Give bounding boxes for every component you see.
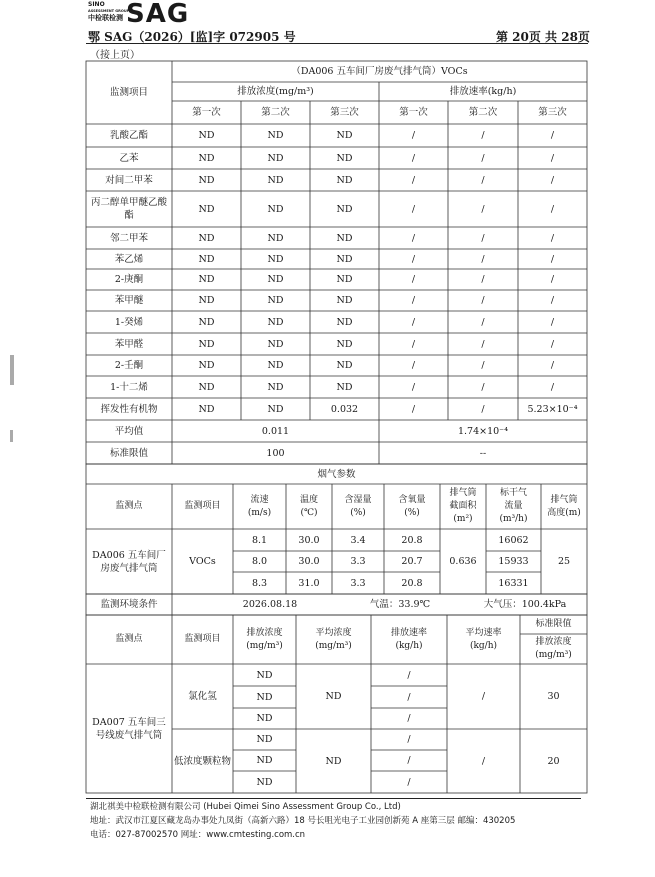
- t2-rate: /: [407, 669, 411, 681]
- flue-header: 监测项目: [184, 501, 221, 511]
- t2-avg-rate: /: [481, 691, 486, 702]
- row-value: ND: [198, 232, 215, 244]
- row-value: ND: [336, 130, 353, 141]
- flue-header: 监测点: [115, 501, 143, 511]
- row-compound-name: 2-庚酮: [114, 274, 144, 285]
- flue-point: DA006 五车间厂房废气排气筒: [92, 549, 166, 574]
- limit-conc: 100: [266, 447, 285, 459]
- row-value: /: [481, 338, 485, 350]
- t2-limit: 20: [547, 755, 560, 767]
- row-value: ND: [198, 174, 215, 186]
- scan-mark: [10, 355, 14, 385]
- row-value: ND: [267, 403, 284, 415]
- t2-avg-rate: /: [481, 755, 486, 767]
- continued-label: （接上页）: [90, 50, 140, 61]
- t2-header: 平均浓度 (mg/m³): [315, 627, 352, 651]
- row-value: ND: [198, 381, 215, 393]
- flue-height: 25: [557, 556, 571, 567]
- flue-value: 8.1: [251, 534, 268, 546]
- flue-header: 含湿量 (%): [344, 494, 372, 518]
- row-compound-name: 苯乙烯: [114, 253, 144, 265]
- t2-rate: /: [407, 691, 411, 703]
- limit-label: 标准限值: [109, 447, 148, 459]
- row-value: ND: [267, 174, 284, 186]
- row-compound-name: 苯甲醛: [114, 338, 144, 350]
- row-value: /: [411, 253, 416, 265]
- row-value: ND: [198, 403, 215, 415]
- row-value: ND: [267, 316, 284, 328]
- t2-header-limit-conc: 排放浓度 (mg/m³): [535, 637, 572, 660]
- flue-title: 烟气参数: [317, 468, 356, 480]
- row-value: ND: [336, 316, 353, 328]
- row-value: /: [411, 203, 416, 215]
- row-compound-name: 乙苯: [119, 152, 139, 164]
- flue-value: 3.4: [350, 534, 366, 546]
- row-value: /: [550, 152, 555, 164]
- row-value: ND: [267, 130, 284, 141]
- company-logo: [88, 2, 198, 28]
- logo-sino: SINO: [88, 1, 105, 8]
- row-value: /: [481, 174, 485, 186]
- row-value: /: [481, 381, 485, 393]
- row-value: /: [411, 295, 416, 306]
- row-value: ND: [198, 316, 215, 328]
- table1-title: （DA006 五车间厂房废气排气筒）VOCs: [291, 66, 468, 77]
- t2-header: 排放浓度 (mg/m³): [246, 627, 283, 651]
- flue-item: VOCs: [189, 556, 216, 567]
- flue-header: 标干气 流量 (m³/h): [499, 488, 528, 524]
- t2-conc: ND: [256, 755, 273, 766]
- flue-value: 8.0: [251, 556, 268, 567]
- header-divider: [86, 43, 588, 44]
- t2-limit: 30: [547, 691, 560, 702]
- row-value: /: [481, 253, 485, 265]
- t2-avg: ND: [325, 691, 342, 702]
- run-header: 第二次: [468, 107, 498, 118]
- flue-value: 20.7: [401, 556, 423, 567]
- t2-header-limit: 标准限值: [535, 619, 572, 629]
- avg-rate: 1.74×10⁻⁴: [457, 425, 509, 437]
- flue-header: 含氧量 (%): [398, 494, 426, 518]
- avg-label: 平均值: [114, 425, 144, 437]
- row-value: ND: [267, 253, 284, 265]
- row-value: /: [550, 130, 555, 141]
- t2-conc: ND: [256, 713, 273, 724]
- t2-rate: /: [407, 776, 411, 788]
- row-value: ND: [198, 130, 215, 141]
- logo-small-text: [88, 2, 129, 21]
- logo-sag: SAG: [126, 0, 190, 29]
- row-value: /: [411, 381, 416, 393]
- col-rate: 排放速率(kg/h): [449, 86, 517, 97]
- row-value: ND: [198, 274, 215, 285]
- row-value: /: [481, 203, 485, 215]
- flue-header: 排气筒 截面积 (m²): [449, 488, 477, 524]
- scan-mark: [10, 430, 13, 442]
- env-label: 监测环境条件: [100, 599, 158, 610]
- t2-header: 平均速率 (kg/h): [465, 627, 502, 651]
- row-value: ND: [336, 152, 353, 164]
- flue-value: 16331: [498, 577, 529, 589]
- row-value: ND: [198, 295, 215, 306]
- row-value: /: [411, 274, 416, 285]
- row-value: /: [411, 174, 416, 186]
- row-value: /: [481, 295, 485, 306]
- avg-conc: 0.011: [261, 425, 290, 437]
- flue-header: 流速 (m/s): [247, 494, 272, 518]
- footer-divider: [86, 798, 581, 799]
- row-value: ND: [198, 253, 215, 265]
- t2-rate: /: [407, 755, 411, 766]
- row-value: ND: [336, 203, 353, 215]
- footer-contact: 电话：027-87002570 网址：www.cmtesting.com.cn: [90, 830, 306, 840]
- run-header: 第二次: [261, 107, 290, 118]
- row-compound-name: 1-癸烯: [114, 316, 144, 328]
- row-value: ND: [267, 232, 284, 244]
- row-value: ND: [267, 203, 284, 215]
- flue-value: 20.8: [401, 577, 423, 589]
- row-value: ND: [336, 253, 353, 265]
- report-number: 鄂 SAG（2026）[监]字 072905 号: [88, 30, 296, 44]
- limit-rate: --: [479, 447, 487, 459]
- t2-header: 监测项目: [184, 634, 221, 644]
- row-value: ND: [336, 381, 353, 393]
- row-value: /: [550, 295, 555, 306]
- logo-cn: 中检联检测: [88, 14, 123, 22]
- row-compound-name: 乳酸乙酯: [109, 130, 148, 141]
- row-value: /: [411, 232, 416, 244]
- row-value: /: [411, 403, 416, 415]
- row-value: ND: [198, 338, 215, 350]
- row-compound-name: 对间二甲苯: [105, 174, 153, 186]
- row-value: ND: [336, 274, 353, 285]
- row-value: ND: [198, 152, 215, 164]
- row-compound-name: 苯甲醚: [114, 295, 144, 306]
- footer-address: 地址：武汉市江夏区藏龙岛办事处九凤街（高新六路）18 号长咀光电子工业园创新苑 A 座第三层 邮编：430205: [90, 816, 516, 826]
- row-value: /: [550, 174, 555, 186]
- row-value: ND: [267, 338, 284, 350]
- row-value: /: [550, 338, 555, 350]
- row-value: /: [481, 360, 485, 371]
- flue-value: 3.3: [350, 577, 366, 589]
- row-compound-name: 邻二甲苯: [109, 232, 148, 244]
- col-conc: 排放浓度(mg/m³): [237, 86, 314, 97]
- row-value: ND: [336, 232, 353, 244]
- row-value: /: [411, 360, 416, 371]
- t2-rate: /: [407, 734, 411, 745]
- env-date: 2026.08.18: [242, 599, 298, 610]
- row-value: /: [481, 403, 485, 415]
- row-value: ND: [198, 360, 215, 371]
- flue-header: 温度 (℃): [299, 494, 318, 518]
- row-value: /: [550, 381, 555, 393]
- row-value: ND: [267, 295, 284, 306]
- t2-conc: ND: [256, 691, 273, 703]
- flue-value: 16062: [498, 534, 529, 546]
- row-compound-name: 挥发性有机物: [100, 403, 158, 415]
- row-value: 5.23×10⁻⁴: [527, 403, 578, 415]
- run-header: 第一次: [399, 107, 428, 118]
- row-value: 0.032: [330, 403, 359, 415]
- t2-item: 低浓度颗粒物: [174, 755, 232, 767]
- run-header: 第三次: [330, 107, 359, 118]
- run-header: 第一次: [192, 107, 221, 118]
- row-value: ND: [267, 360, 284, 371]
- row-value: ND: [198, 203, 215, 215]
- t2-header: 排放速率 (kg/h): [390, 627, 427, 651]
- row-value: /: [481, 316, 485, 328]
- row-value: /: [481, 130, 485, 141]
- col-monitor-item: 监测项目: [109, 87, 148, 98]
- row-value: ND: [336, 295, 353, 306]
- flue-value: 30.0: [298, 534, 320, 546]
- row-value: ND: [336, 338, 353, 350]
- row-value: ND: [336, 360, 353, 371]
- row-value: /: [550, 203, 555, 215]
- t2-conc: ND: [256, 669, 273, 681]
- row-value: /: [550, 274, 555, 285]
- env-pressure: 大气压：100.4kPa: [483, 599, 567, 610]
- t2-rate: /: [407, 713, 411, 724]
- row-compound-name: 2-壬酮: [114, 360, 144, 371]
- t2-item: 氯化氢: [188, 691, 217, 702]
- flue-value: 31.0: [298, 577, 320, 589]
- run-header: 第三次: [538, 107, 567, 118]
- logo-group: ASSESSMENT GROUP: [88, 9, 130, 13]
- row-value: /: [481, 274, 485, 285]
- page-number: 第 20页 共 28页: [496, 30, 590, 44]
- row-value: ND: [267, 274, 284, 285]
- row-value: ND: [267, 152, 284, 164]
- row-value: /: [481, 232, 485, 244]
- t2-conc: ND: [256, 776, 273, 788]
- row-value: /: [411, 338, 416, 350]
- row-value: ND: [336, 174, 353, 186]
- t2-point: DA007 五车间三号线废气排气筒: [92, 716, 166, 741]
- row-value: /: [550, 316, 555, 328]
- env-temp: 气温：33.9℃: [369, 599, 431, 610]
- flue-header: 排气筒 高度(m): [547, 494, 581, 518]
- row-value: /: [481, 152, 485, 164]
- flue-value: 15933: [498, 556, 529, 567]
- row-value: /: [411, 316, 416, 328]
- row-value: /: [550, 253, 555, 265]
- row-value: /: [550, 360, 555, 371]
- row-value: /: [411, 152, 416, 164]
- flue-area: 0.636: [449, 556, 477, 567]
- flue-value: 3.3: [350, 556, 366, 567]
- t2-conc: ND: [256, 734, 273, 745]
- flue-value: 20.8: [401, 534, 423, 546]
- flue-value: 8.3: [251, 577, 268, 589]
- row-value: ND: [267, 381, 284, 393]
- t2-header: 监测点: [115, 634, 143, 644]
- flue-value: 30.0: [298, 556, 320, 567]
- row-compound-name: 1-十二烯: [110, 381, 148, 393]
- row-value: /: [411, 130, 416, 141]
- row-compound-name: 丙二醇单甲醚乙酸酯: [90, 197, 167, 221]
- row-value: /: [550, 232, 555, 244]
- footer-company: 湖北祺美中检联检测有限公司 (Hubei Qimei Sino Assessment Group Co., Ltd): [90, 802, 401, 812]
- t2-avg: ND: [325, 755, 342, 767]
